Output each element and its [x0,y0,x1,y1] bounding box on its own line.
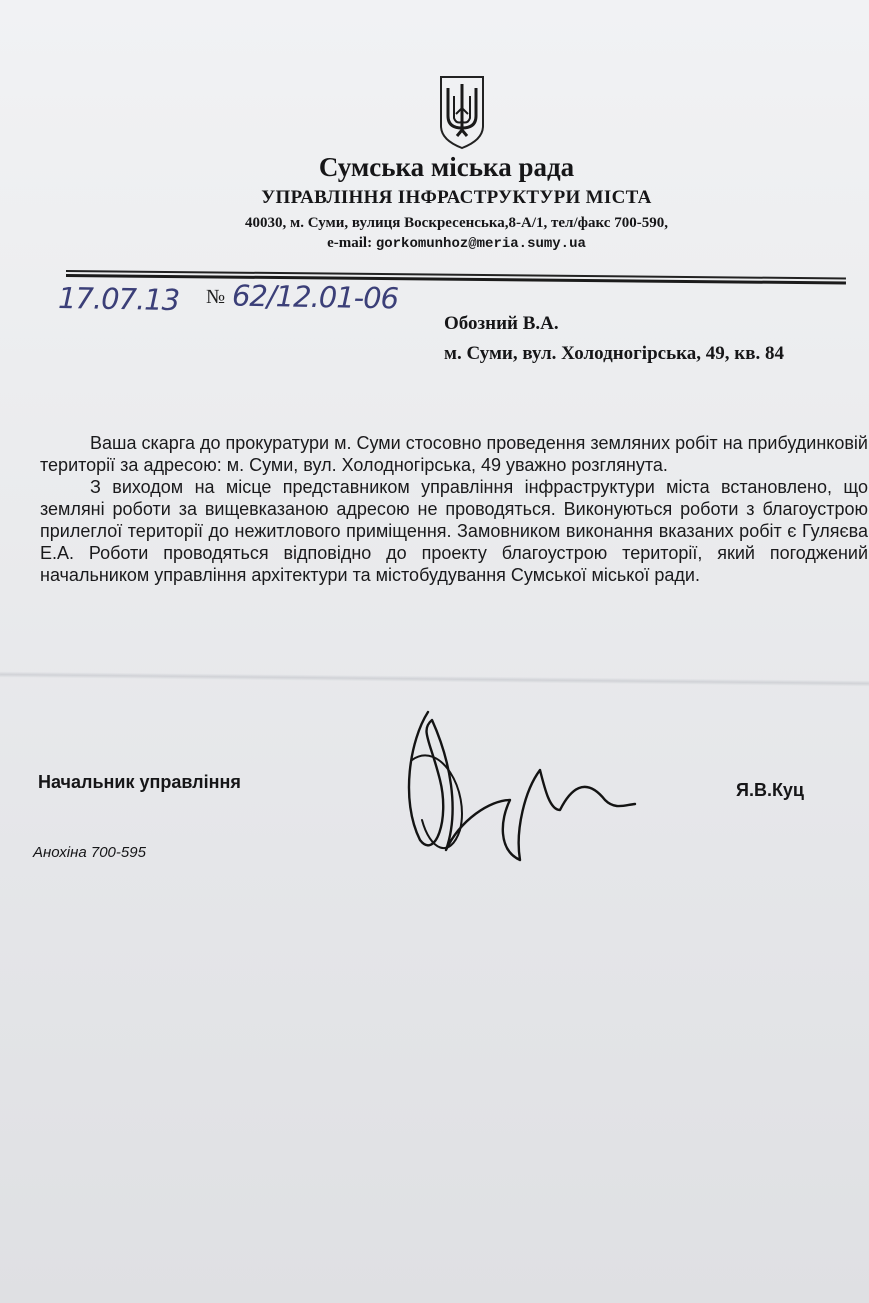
handwritten-date: 17.07.13 [57,280,180,318]
recipient-address: м. Суми, вул. Холодногірська, 49, кв. 84 [444,343,785,364]
letterhead-email-line [22,235,869,252]
department-name: УПРАВЛІННЯ ІНФРАСТРУКТУРИ МІСТА [261,187,652,208]
body-paragraph: Ваша скарга до прокуратури м. Суми стосовно проведення земляних робіт на прибудинковій території за адресою: м. Суми, вул. Холодногірська, 49 уважно розглянута. [40,433,868,475]
email-label: e-mail: [327,235,376,251]
number-sign: № [206,286,226,308]
letterhead-address: 40030, м. Суми, вулиця Воскресенська,8-А/1, тел/факс 700-590, [245,215,668,231]
body-paragraph: З виходом на місце представником управління інфраструктури міста встановлено, що земляні роботи за вищевказаною адресою не проводяться. Виконуються роботи з благоустрою прилеглої території до нежитлового приміщення. Замовником виконання вказаних робіт є Гуляєва Е.А. Роботи проводяться відповідно до проекту благоустрою території, який погоджений начальником управління архітектури та містобудування Сумської міської ради. [40,477,868,585]
paper-fold [0,671,869,686]
handwritten-number: 62/12.01-06 [231,278,399,316]
recipient-name: Обозний В.А. [444,313,559,334]
letter-body [40,432,868,586]
handwritten-signature [400,700,640,870]
signatory-title: Начальник управління [38,772,241,792]
council-name: Сумська міська рада [318,152,575,182]
trident-icon [437,74,487,150]
email-address: gorkomunhoz@meria.sumy.ua [375,236,586,252]
signatory-name: Я.В.Куц [736,780,805,800]
executor-line: Анохіна 700-595 [33,844,146,861]
